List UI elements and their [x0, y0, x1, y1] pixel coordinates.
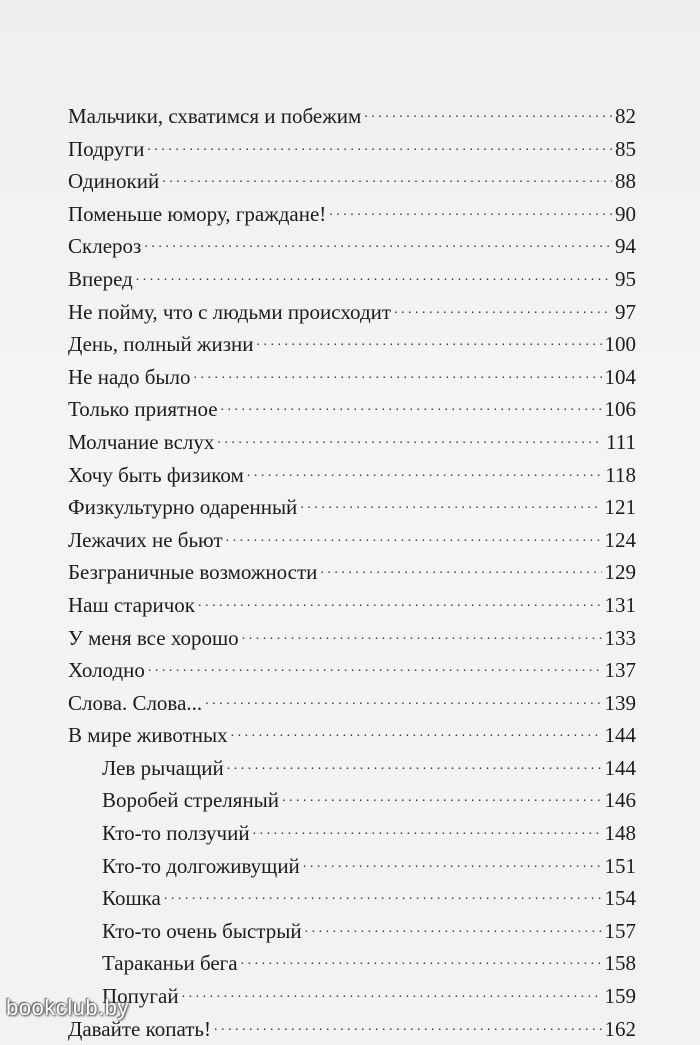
toc-entry-title: Не надо было [68, 364, 191, 389]
toc-dot-leader [214, 1015, 602, 1036]
toc-entry-title: Давайте копать! [68, 1016, 211, 1041]
toc-entry-title: Кто-то очень быстрый [102, 918, 302, 943]
toc-entry-page: 131 [604, 592, 636, 617]
toc-dot-leader [182, 982, 602, 1003]
toc-entry-page: 100 [604, 332, 636, 357]
toc-entry-page: 162 [604, 1016, 636, 1041]
toc-entry-page: 137 [604, 658, 636, 683]
toc-entry-page: 158 [604, 951, 636, 976]
toc-entry [68, 361, 636, 394]
toc-dot-leader [221, 395, 602, 416]
toc-entry-title: Холодно [68, 658, 145, 683]
toc-entry-page: 104 [604, 364, 636, 389]
toc-subentry [68, 947, 636, 980]
toc-dot-leader [162, 167, 612, 188]
toc-entry [68, 687, 636, 720]
toc-dot-leader [303, 852, 602, 873]
toc-dot-leader [136, 265, 612, 286]
toc-entry-page: 85 [615, 136, 636, 161]
toc-entry [68, 491, 636, 524]
toc-subentry [68, 784, 636, 817]
toc-entry-title: Попугай [102, 984, 179, 1009]
toc-dot-leader [144, 232, 612, 253]
toc-dot-leader [253, 819, 602, 840]
toc-dot-leader [300, 493, 601, 514]
toc-dot-leader [226, 526, 602, 547]
watermark: bookclub.by [6, 995, 129, 1020]
toc-entry-page: 88 [615, 169, 636, 194]
toc-subentry [68, 915, 636, 948]
toc-entry-title: Кто-то ползучий [102, 821, 250, 846]
toc-entry-page: 95 [615, 266, 636, 291]
toc-dot-leader [257, 330, 602, 351]
toc-dot-leader [148, 656, 602, 677]
toc-entry [68, 133, 636, 166]
toc-dot-leader [205, 689, 601, 710]
toc-entry [68, 198, 636, 231]
toc-entry-title: Слова. Слова... [68, 690, 203, 715]
toc-dot-leader [227, 754, 602, 775]
toc-entry-page: 82 [615, 104, 636, 128]
toc-dot-leader [394, 298, 612, 319]
toc-dot-leader [198, 591, 602, 612]
toc-entry-page: 97 [615, 299, 636, 324]
toc-entry-page: 159 [604, 984, 636, 1009]
toc-entry-page: 154 [604, 886, 636, 911]
toc-entry [68, 296, 636, 329]
toc-entry [68, 426, 636, 459]
toc-entry-title: День, полный жизни [68, 332, 254, 357]
toc-entry-title: Хочу быть физиком [68, 462, 244, 487]
toc-dot-leader [231, 721, 602, 742]
toc-entry [68, 622, 636, 655]
toc-dot-leader [242, 624, 602, 645]
toc-entry-title: Мальчики, схватимся и побежим [68, 104, 362, 128]
toc-entry [68, 654, 636, 687]
toc-entry [68, 393, 636, 426]
toc-entry-title: Поменьше юмору, граждане! [68, 201, 327, 226]
toc-entry-page: 151 [604, 853, 636, 878]
toc-dot-leader [194, 363, 602, 384]
toc-entry-title: В мире животных [68, 723, 228, 748]
toc-entry-page: 146 [604, 788, 636, 813]
toc-entry-title: У меня все хорошо [68, 625, 239, 650]
toc-entry-page: 144 [604, 755, 636, 780]
toc-dot-leader [329, 200, 612, 221]
toc-entry [68, 263, 636, 296]
toc-entry [68, 524, 636, 557]
toc-entry [68, 165, 636, 198]
toc-entry-page: 124 [604, 527, 636, 552]
toc-entry-title: Наш старичок [68, 592, 195, 617]
toc-entry [68, 100, 636, 133]
toc-entry-page: 144 [604, 723, 636, 748]
toc-entry-title: Подруги [68, 136, 145, 161]
toc-dot-leader [282, 786, 601, 807]
toc-entry-page: 121 [604, 495, 636, 520]
toc-entry-page: 111 [606, 429, 636, 454]
toc-entry-title: Молчание вслух [68, 429, 215, 454]
toc-entry-page: 106 [604, 397, 636, 422]
toc-entry-title: Только приятное [68, 397, 218, 422]
toc-entry [68, 1013, 636, 1045]
toc-entry [68, 328, 636, 361]
toc-subentry [68, 980, 636, 1013]
toc-entry [68, 556, 636, 589]
toc-subentry [68, 882, 636, 915]
toc-entry-page: 90 [615, 201, 636, 226]
toc-entry-title: Кто-то долгоживущий [102, 853, 300, 878]
toc-entry-title: Не пойму, что с людьми происходит [68, 299, 392, 324]
toc-entry-title: Лежачих не бьют [68, 527, 223, 552]
toc-entry [68, 459, 636, 492]
toc-entry-title: Вперед [68, 266, 133, 291]
toc-entry-title: Тараканьи бега [102, 951, 238, 976]
toc-entry-title: Лев рычащий [102, 755, 224, 780]
toc-entry-page: 133 [604, 625, 636, 650]
toc-dot-leader [320, 558, 601, 579]
toc-dot-leader [305, 917, 602, 938]
toc-entry-title: Склероз [68, 234, 142, 259]
toc-entry-page: 148 [604, 821, 636, 846]
toc-entry-page: 139 [604, 690, 636, 715]
toc-dot-leader [164, 884, 602, 905]
toc-entry [68, 589, 636, 622]
toc-entry-page: 118 [605, 462, 636, 487]
toc-entry-title: Воробей стреляный [102, 788, 280, 813]
toc-dot-leader [217, 428, 603, 449]
toc-entry-page: 157 [604, 918, 636, 943]
toc-entry-page: 129 [604, 560, 636, 585]
toc-subentry [68, 817, 636, 850]
toc-subentry [68, 752, 636, 785]
toc-dot-leader [364, 102, 612, 123]
toc-dot-leader [247, 461, 602, 482]
toc-entry-page: 94 [615, 234, 636, 259]
toc-entry-title: Кошка [102, 886, 161, 911]
toc-entry-title: Безграничные возможности [68, 560, 318, 585]
toc-dot-leader [147, 135, 612, 156]
table-of-contents [68, 100, 636, 1045]
toc-entry-title: Физкультурно одаренный [68, 495, 298, 520]
toc-entry-title: Одинокий [68, 169, 160, 194]
toc-subentry [68, 850, 636, 883]
toc-entry [68, 719, 636, 752]
toc-dot-leader [241, 949, 602, 970]
toc-entry [68, 230, 636, 263]
